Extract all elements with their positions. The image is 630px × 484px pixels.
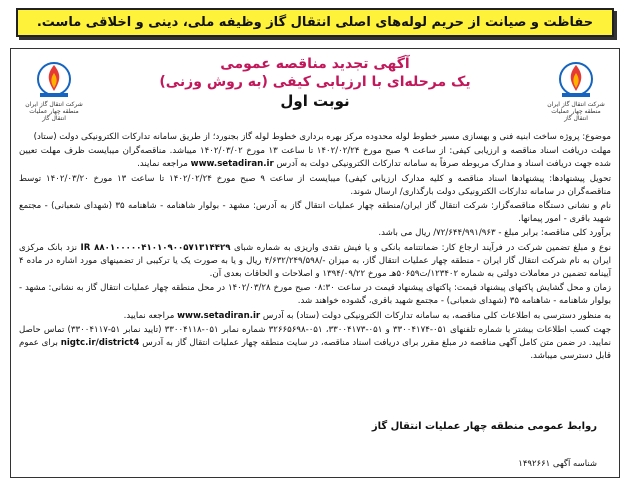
access-text-end: مراجعه نمایید. [123,310,175,321]
contact-paragraph [19,324,611,364]
logo-left [25,61,83,122]
access-paragraph [19,310,611,323]
estimate-paragraph: برآورد کلی مناقصه: برابر مبلغ - ۷۲/۶۴۴/۹۹۱/۹۶۳/ ریال می باشد. [378,228,611,239]
setad-link[interactable]: www.setadiran.ir [190,159,274,170]
notice-body [19,131,611,364]
address-paragraph: نام و نشانی دستگاه مناقصه‌گزار: شرکت انتقال گاز ایران/منطقه چهار عملیات انتقال گاز به آدرس: مشهد - بولوار شاهنامه - شاهنامه ۳۵ (شهدای شعبانی) - مجتمع شهید باقری - امور پیمانها. [19,201,612,225]
top-banner: حفاظت و صیانت از حریم لوله‌های اصلی انتقال گاز وظیفه ملی، دینی و اخلاقی ماست. [16,8,614,37]
opening-paragraph: زمان و محل گشایش پاکتهای پیشنهاد قیمت: پاکتهای پیشنهاد قیمت در ساعت ۰۸:۳۰ صبح مورخ ۱۴۰۲/۰۳/۲۸ در محل منطقه چهار عملیات انتقال گاز به نشانی: مشهد - بولوار شاهنامه - شاهنامه ۳۵ (شهدای شعبانی) - مجتمع شهید باقری، گشوده خواهند شد. [19,283,612,307]
ad-code [11,459,597,469]
guarantee-paragraph [19,242,611,282]
ad-code-label: شناسه آگهی [552,459,597,469]
gas-flame-logo-icon [554,61,598,101]
contact-text: جهت کسب اطلاعات بیشتر با شماره تلفنهای ۰۵۱-۳۳۰۰۴۱۷۴ و ۰۵۱-۳۳۰۰۴۱۷۳، ۰۵۱-۳۲۶۶۵۶۹۸ شماره نمابر ۰۵۱-۳۳۰۰۴۱۱۸ (تایید نمابر ۵۱-۳۳۰۰۴۱۱۷) تماس حاصل نمایید. در ضمن متن کامل آگهی مناقصه در مبلغ مقرر برای دریافت اسناد مناقصه، در سایت منطقه چهار عملیات انتقال گاز به آدرس [19,324,612,349]
logo-right-line1: شرکت انتقال گاز ایران [547,101,605,108]
subject-paragraph: موضوع: پروژه ساخت ابنیه فنی و بهسازی مسیر خطوط لوله محدوده مرکز بهره برداری خطوط لوله گاز بجنورد؛ از طریق سامانه تدارکات الکترونیکی دولت (ستاد) [33,132,611,142]
notice-frame [10,48,620,478]
deadline-paragraph [19,145,611,171]
gas-flame-logo-icon [32,61,76,101]
logo-left-line2: منطقه چهار عملیات انتقال گاز [29,108,79,122]
notice-header [101,55,529,111]
setad-link-2[interactable]: www.setadiran.ir [177,310,261,321]
guarantee-text-end: نزد بانک مرکزی ایران به نام شرکت انتقال گاز ایران - منطقه چهار عملیات انتقال گاز، به میزان -/۴/۶۳۲/۲۴۹/۵۹۸ ریال و یا به صورت یک یا ترکیبی از تضمینهای مورد اشاره در ماده ۴ آیینامه تضمین در معاملات دولتی به شماره ۱۲۳۴۰۲/ت۵۰۶۵۹هـ مورخ ۱۳۹۴/۰۹/۲۲ و اصلاحات و الحاقات بعدی آن. [19,242,612,280]
deadline-text: مهلت دریافت اسناد مناقصه و ارزیابی کیفی: از ساعت ۹ صبح مورخ ۱۴۰۲/۰۲/۲۴ تا ساعت ۱۳ مورخ ۱۴۰۲/۰۳/۰۲ میباشد. مناقصه‌گران میبایست ظرف مهلت تعیین شده جهت دریافت اسناد و مدارک مربوطه صرفاً به سامانه تدارکات الکترونیکی دولت به آدرس [19,146,612,170]
notice-subtitle: یک مرحله‌ای با ارزیابی کیفی (به روش وزنی) [159,74,471,90]
logo-right-line2: منطقه چهار عملیات انتقال گاز [551,108,601,122]
submission-paragraph: تحویل پیشنهادها: پیشنهادها اسناد مناقصه و کلیه مدارک ارزیابی کیفی) میبایست از ساعت ۹ صبح مورخ ۱۴۰۲/۰۲/۲۴ تا ساعت ۱۳ مورخ ۱۴۰۲/۰۳/۲۰ توسط مناقصه‌گران در سامانه تدارکات الکترونیکی دولت بارگذاری/ ارسال شوند. [19,173,612,197]
signature: روابط عمومی منطقه چهار عملیات انتقال گاز [371,421,597,432]
deadline-text-end: مراجعه نمایند. [137,159,188,170]
iban-number: IR ۸۸۰۱۰۰۰۰۰۴۱۰۱۰۹۰۰۵۷۱۳۱۴۴۲۹ [80,242,231,253]
ad-code-value: ۱۴۹۲۶۶۱ [518,459,551,469]
contact-text-end: برای عموم قابل دسترسی میباشد. [19,338,611,362]
district-link[interactable]: nigtc.ir/district4 [60,338,140,349]
guarantee-text: نوع و مبلغ تضمین شرکت در فرآیند ارجاع کار: ضمانتنامه بانکی و یا فیش نقدی واریزی به شماره شبای [234,242,611,253]
notice-round: نوبت اول [280,92,350,110]
logo-left-line1: شرکت انتقال گاز ایران [25,101,83,108]
notice-title: آگهی تجدید مناقصه عمومی [220,56,410,72]
access-text: به منظور دسترسی به اطلاعات کلی مناقصه، به سامانه تدارکات الکترونیکی دولت (ستاد) به آدرس [262,310,611,321]
logo-right [547,61,605,122]
